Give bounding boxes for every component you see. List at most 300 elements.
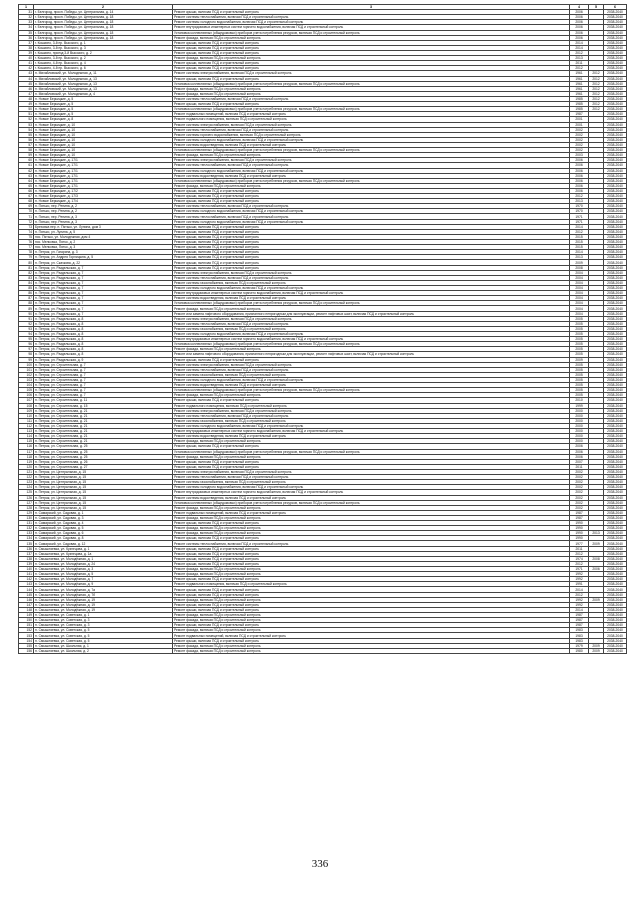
- table-cell: 2004: [570, 296, 589, 301]
- table-cell: 2038-2040: [604, 50, 627, 55]
- table-cell: 2005: [570, 377, 589, 382]
- table-cell: 2015: [570, 240, 589, 245]
- table-cell: п. Петрак, ул. Строительная, д. 25: [34, 444, 173, 449]
- table-cell: 2038-2040: [604, 357, 627, 362]
- table-cell: Установка коллективных (общедомовых) приборов учета потребления ресурсов, включая ПСД и строительный контроль: [173, 500, 570, 505]
- table-cell: Ремонт системы холодного водоснабжения, включая ПСД и строительный контроль: [173, 377, 570, 382]
- table-cell: 2006: [570, 30, 589, 35]
- table-cell: Ремонт фасада, включая ПСД и строительный контроль: [173, 567, 570, 572]
- table-cell: Ремонт системы электроснабжения, включая ПСД и строительный контроль: [173, 122, 570, 127]
- table-cell: 2038-2040: [604, 475, 627, 480]
- table-cell: 2038-2040: [604, 403, 627, 408]
- table-cell: 2038-2040: [604, 45, 627, 50]
- table-cell: 98: [19, 352, 34, 357]
- table-cell: 2038-2040: [604, 613, 627, 618]
- table-cell: Ремонт крыши, включая ПСД и строительный контроль: [173, 250, 570, 255]
- table-cell: 91: [19, 316, 34, 321]
- table-cell: 2038-2040: [604, 81, 627, 86]
- table-cell: Ремонт фасада, включая ПСД и строительный контроль: [173, 347, 570, 352]
- table-cell: п. Новые Беркицкие, д. 5: [34, 107, 173, 112]
- table-cell: п. Смышляевка, ул. Кузнецова, д. 1а: [34, 551, 173, 556]
- table-cell: 2038-2040: [604, 551, 627, 556]
- table-cell: 2038-2040: [604, 199, 627, 204]
- table-cell: 2013: [570, 56, 589, 61]
- table-cell: 2038-2040: [604, 265, 627, 270]
- table-cell: 41: [19, 61, 34, 66]
- table-cell: 53: [19, 122, 34, 127]
- table-cell: Ремонт крыши, включая ПСД и строительный контроль: [173, 224, 570, 229]
- table-cell: 2005: [570, 347, 589, 352]
- table-cell: Ремонт крыши, включая ПСД и строительный контроль: [173, 66, 570, 71]
- table-cell: Ремонт системы холодного водоснабжения, включая ПСД и строительный контроль: [173, 423, 570, 428]
- table-cell: Ремонт подвальных помещений, включая ПСД и строительный контроль: [173, 510, 570, 515]
- table-cell: 2038-2040: [604, 577, 627, 582]
- table-cell: 126: [19, 495, 34, 500]
- table-cell: п. Петрак, ул. Раздельская, д. 7: [34, 291, 173, 296]
- table-cell: п. Смышляевка, ул. Советская, д. 5: [34, 628, 173, 633]
- table-cell: п. Петрак, ул. Раздельская, д. 7: [34, 296, 173, 301]
- table-cell: п. Михайловский, ул. Молодежная, д. 13: [34, 81, 173, 86]
- table-cell: 139: [19, 561, 34, 566]
- table-cell: 2038-2040: [604, 40, 627, 45]
- table-cell: 1987: [570, 510, 589, 515]
- table-cell: 72: [19, 219, 34, 224]
- table-cell: 2038-2040: [604, 112, 627, 117]
- table-cell: 2005: [570, 326, 589, 331]
- table-cell: 2014: [570, 45, 589, 50]
- header-cell: 1: [19, 5, 34, 10]
- table-cell: 1961: [570, 76, 589, 81]
- table-cell: 45: [19, 81, 34, 86]
- table-cell: п. Петрак, ул. Строительная, д. 21: [34, 408, 173, 413]
- table-cell: 97: [19, 347, 34, 352]
- table-cell: 151: [19, 623, 34, 628]
- table-cell: 64: [19, 178, 34, 183]
- table-cell: Ремонт внутридомовых инженерных систем горячего водоснабжения, включая ПСД и строительный контроль: [173, 337, 570, 342]
- table-cell: 118: [19, 454, 34, 459]
- table-cell: Ремонт подвального помещения, включая ПСД и строительный контроль: [173, 582, 570, 587]
- table-cell: Ремонт фасада, включая ПСД и строительный контроль: [173, 648, 570, 653]
- table-cell: Бреховка пер. п. Пятько, ул. Лунина, дом 3: [34, 224, 173, 229]
- table-cell: Ремонт системы теплоснабжения, включая ПСД и строительный контроль: [173, 475, 570, 480]
- table-cell: Ремонт системы холодного водоснабжения, включая ПСД и строительный контроль: [173, 485, 570, 490]
- table-cell: п. Петрак, ул. Раздельская, д. 8: [34, 316, 173, 321]
- table-cell: 2038-2040: [604, 275, 627, 280]
- table-cell: 2038-2040: [604, 546, 627, 551]
- table-cell: 2014: [570, 607, 589, 612]
- table-cell: п. Петрак, ул. Центральная, д. 15: [34, 505, 173, 510]
- table-cell: 120: [19, 464, 34, 469]
- table-cell: 2038-2040: [604, 183, 627, 188]
- table-cell: п. Петрак, ул. Строительная, д. 7: [34, 383, 173, 388]
- table-cell: 81: [19, 265, 34, 270]
- table-cell: 2038-2040: [604, 643, 627, 648]
- table-cell: 2012: [570, 561, 589, 566]
- table-cell: Ремонт крыши, включая ПСД и строительный контроль: [173, 194, 570, 199]
- table-cell: 56: [19, 137, 34, 142]
- table-cell: 2006: [570, 168, 589, 173]
- table-cell: Ремонт фасада, включая ПСД и строительный контроль: [173, 86, 570, 91]
- table-cell: п. Петрак, ул. Строительная, д. 7: [34, 377, 173, 382]
- table-cell: 44: [19, 76, 34, 81]
- table-cell: 2038-2040: [604, 301, 627, 306]
- table-cell: 2012: [570, 592, 589, 597]
- table-cell: 2038-2040: [604, 372, 627, 377]
- table-cell: 2038-2040: [604, 572, 627, 577]
- table-cell: 2004: [570, 286, 589, 291]
- table-cell: Ремонт крыши, включая ПСД и строительный контроль: [173, 76, 570, 81]
- table-cell: 124: [19, 485, 34, 490]
- table-cell: 111: [19, 418, 34, 423]
- table-cell: 2006: [570, 163, 589, 168]
- table-cell: Ремонт системы газоснабжения, включая ПСД и строительный контроль: [173, 326, 570, 331]
- table-cell: г. Белгород, просп. Победы, ул. Центральная, д. 18: [34, 25, 173, 30]
- table-cell: 2013: [570, 255, 589, 260]
- table-cell: 101: [19, 367, 34, 372]
- table-cell: п. Петрак, ул. Раздельская, д. 8: [34, 347, 173, 352]
- table-cell: п. Смышляевка, ул. Молодёжная, д. 19: [34, 602, 173, 607]
- table-cell: 46: [19, 86, 34, 91]
- table-cell: Ремонт крыши, включая ПСД и строительный контроль: [173, 245, 570, 250]
- table-cell: Ремонт системы холодного водоснабжения, включая ПСД и строительный контроль: [173, 168, 570, 173]
- table-cell: 2038-2040: [604, 439, 627, 444]
- table-cell: 2038-2040: [604, 240, 627, 245]
- table-cell: 1990: [570, 526, 589, 531]
- table-cell: 2038-2040: [604, 567, 627, 572]
- table-cell: п. Смышляевка, ул. Молодёжная, д. 24: [34, 561, 173, 566]
- table-cell: 88: [19, 301, 34, 306]
- table-cell: 2005: [570, 332, 589, 337]
- table-cell: 2038-2040: [604, 383, 627, 388]
- table-cell: 2012: [570, 50, 589, 55]
- table-cell: 2038-2040: [604, 367, 627, 372]
- table-cell: Ремонт внутридомовых инженерных систем горячего водоснабжения, включая ПСД и строительный контроль: [173, 25, 570, 30]
- table-cell: 1961: [570, 86, 589, 91]
- table-cell: 57: [19, 142, 34, 147]
- table-cell: 107: [19, 398, 34, 403]
- table-cell: 2038-2040: [604, 587, 627, 592]
- table-cell: 49: [19, 102, 34, 107]
- table-cell: 2002: [570, 137, 589, 142]
- table-cell: 121: [19, 469, 34, 474]
- table-cell: 110: [19, 413, 34, 418]
- table-cell: 66: [19, 188, 34, 193]
- table-cell: 2038-2040: [604, 142, 627, 147]
- table-cell: г. Белгород, просп. Победы, ул. Центральная, д. 18: [34, 30, 173, 35]
- table-cell: 2038-2040: [604, 153, 627, 158]
- table-cell: г. Белгород, просп. Победы, ул. Центральная, д. 18: [34, 35, 173, 40]
- table-cell: 109: [19, 408, 34, 413]
- table-cell: п. Новые Беркицкие, д. 17/1: [34, 183, 173, 188]
- table-cell: 2038-2040: [604, 418, 627, 423]
- table-cell: Ремонт крыши, включая ПСД и строительный контроль: [173, 102, 570, 107]
- table-cell: п. Петрак, ул. Раздельская, д. 8: [34, 321, 173, 326]
- table-cell: 143: [19, 582, 34, 587]
- table-cell: 2038-2040: [604, 485, 627, 490]
- table-cell: 2038-2040: [604, 408, 627, 413]
- table-cell: 90: [19, 311, 34, 316]
- table-cell: 2038-2040: [604, 286, 627, 291]
- table-cell: Ремонт подвальных помещений, включая ПСД и строительный контроль: [173, 633, 570, 638]
- table-cell: 2038-2040: [604, 224, 627, 229]
- table-cell: 36: [19, 35, 34, 40]
- table-cell: Установка коллективных (общедомовых) приборов учета потребления ресурсов, включая ПСД и строительный контроль: [173, 388, 570, 393]
- table-cell: п. Новые Беркицкие, д. 10: [34, 127, 173, 132]
- table-cell: 2038-2040: [604, 229, 627, 234]
- table-cell: 2038-2040: [604, 582, 627, 587]
- table-cell: 1990: [570, 531, 589, 536]
- table-cell: п. Новые Беркицкие, д. 10: [34, 132, 173, 137]
- table-cell: 2038-2040: [604, 255, 627, 260]
- table-cell: 1985: [570, 96, 589, 101]
- table-cell: 39: [19, 50, 34, 55]
- table-cell: 2038-2040: [604, 648, 627, 653]
- table-cell: 2006: [570, 454, 589, 459]
- table-cell: Ремонт крыши, включая ПСД и строительный контроль: [173, 556, 570, 561]
- table-cell: п. Петрак, ул. Центральная, д. 15: [34, 480, 173, 485]
- table-cell: п. Смышляевка, ул. Молодёжная, д. 3: [34, 567, 173, 572]
- header-cell: 5: [589, 5, 604, 10]
- table-cell: п. Новые Беркицкие, д. 17/4: [34, 199, 173, 204]
- table-cell: 2012: [570, 551, 589, 556]
- table-cell: 2011: [570, 546, 589, 551]
- table-cell: п. Новые Беркицкие, д. 5: [34, 112, 173, 117]
- table-cell: г. Белгород, просп. Победы, ул. Центральная, д. 14: [34, 10, 173, 15]
- table-cell: 2009: [570, 357, 589, 362]
- table-cell: 129: [19, 510, 34, 515]
- table-cell: 32: [19, 15, 34, 20]
- table-cell: г. Кошкино, 3-й пр. Высокого, д. 3: [34, 45, 173, 50]
- table-cell: 2038-2040: [604, 35, 627, 40]
- table-cell: п. Петрак, ул. Строительная, д. 7: [34, 393, 173, 398]
- table-cell: 2038-2040: [604, 296, 627, 301]
- table-cell: 127: [19, 500, 34, 505]
- table-cell: Ремонт крыши, включая ПСД и строительный контроль: [173, 551, 570, 556]
- table-cell: 2006: [570, 178, 589, 183]
- table-cell: Ремонт системы холодного водоснабжения, включая ПСД и строительный контроль: [173, 209, 570, 214]
- table-cell: 2038-2040: [604, 188, 627, 193]
- table-cell: п. Смышляевка, ул. Молодёжная, д. 7: [34, 577, 173, 582]
- table-cell: Ремонт системы холодного водоснабжения, включая ПСД и строительный контроль: [173, 20, 570, 25]
- table-cell: Ремонт системы холодного водоснабжения, включая ПСД и строительный контроль: [173, 286, 570, 291]
- table-cell: п. Петрак, ул. Гагарина, д. 3: [34, 250, 173, 255]
- table-cell: 2004: [570, 275, 589, 280]
- table-cell: п. Петрак, ул. Раздельская, д. 7: [34, 311, 173, 316]
- table-cell: 2038-2040: [604, 623, 627, 628]
- table-cell: п. Новые Беркицкие, д. 5: [34, 96, 173, 101]
- table-cell: Ремонт крыши, включая ПСД и строительный контроль: [173, 577, 570, 582]
- table-cell: п. Новые Беркицкие, д. 10: [34, 122, 173, 127]
- table-cell: 93: [19, 326, 34, 331]
- table-cell: Ремонт крыши, включая ПСД и строительный контроль: [173, 464, 570, 469]
- table-cell: 2006: [570, 10, 589, 15]
- table-cell: п. Михайловский, ул. Молодежная, д. 11: [34, 71, 173, 76]
- table-cell: 2005: [570, 388, 589, 393]
- table-cell: Ремонт фасада, включая ПСД и строительный контроль: [173, 572, 570, 577]
- table-cell: Ремонт крыши, включая ПСД и строительный контроль: [173, 40, 570, 45]
- table-cell: Ремонт фасада, включая ПСД и строительный контроль: [173, 56, 570, 61]
- table-cell: Ремонт внутридомовых инженерных систем горячего водоснабжения, включая ПСД и строительный контроль: [173, 490, 570, 495]
- table-cell: 2014: [570, 587, 589, 592]
- table-cell: п. Петрак, ул. Строительная, д. 7: [34, 372, 173, 377]
- table-cell: 2038-2040: [604, 434, 627, 439]
- table-cell: 2038-2040: [604, 464, 627, 469]
- table-cell: 123: [19, 480, 34, 485]
- table-cell: 2004: [570, 291, 589, 296]
- table-cell: 2005: [570, 367, 589, 372]
- table-cell: 42: [19, 66, 34, 71]
- table-cell: п. Смышляевка, ул. Молодёжная, д. 7б: [34, 592, 173, 597]
- table-cell: п. Новые Беркицкие, д. 17/1: [34, 163, 173, 168]
- table-cell: 89: [19, 306, 34, 311]
- table-cell: Ремонт системы электроснабжения, включая ПСД и строительный контроль: [173, 316, 570, 321]
- table-cell: 2038-2040: [604, 521, 627, 526]
- table-cell: пос. Пятько, ул. Молодежная, дом 4: [34, 234, 173, 239]
- table-cell: п. Новые Беркицкие, д. 10: [34, 153, 173, 158]
- table-cell: 86: [19, 291, 34, 296]
- table-cell: 70: [19, 209, 34, 214]
- table-cell: 2038-2040: [604, 137, 627, 142]
- table-cell: Ремонт крыши, включая ПСД и строительный контроль: [173, 199, 570, 204]
- table-cell: п. Петрак, ул. Центральная, д. 15: [34, 500, 173, 505]
- table-cell: 117: [19, 449, 34, 454]
- table-cell: 103: [19, 377, 34, 382]
- page-number: 336: [311, 858, 329, 870]
- table-cell: 1992: [570, 577, 589, 582]
- table-cell: Ремонт внутридомовых инженерных систем горячего водоснабжения, включая ПСД и строительный контроль: [173, 429, 570, 434]
- table-cell: 2011: [570, 61, 589, 66]
- table-cell: 116: [19, 444, 34, 449]
- table-cell: 2001: [570, 117, 589, 122]
- table-cell: Ремонт подвального помещения, включая ПСД и строительный контроль: [173, 117, 570, 122]
- table-cell: 2038-2040: [604, 260, 627, 265]
- table-cell: Ремонт системы теплоснабжения, включая ПСД и строительный контроль: [173, 15, 570, 20]
- table-cell: п. Петрак, ул. Раздельская, д. 8: [34, 352, 173, 357]
- table-cell: 79: [19, 255, 34, 260]
- table-cell: 2038-2040: [604, 321, 627, 326]
- table-cell: 2038-2040: [604, 531, 627, 536]
- table-cell: 2003: [570, 153, 589, 158]
- table-cell: 2038-2040: [604, 209, 627, 214]
- table-cell: п. Петрак, ул. Раздельская, д. 9: [34, 357, 173, 362]
- table-cell: 2012: [589, 107, 604, 112]
- table-cell: 2002: [570, 475, 589, 480]
- table-cell: г. Белгород, просп. Победы, ул. Центральная, д. 18: [34, 20, 173, 25]
- table-cell: 2000: [570, 434, 589, 439]
- table-cell: 2005: [570, 393, 589, 398]
- table-cell: Ремонт системы электроснабжения, включая ПСД и строительный контроль: [173, 158, 570, 163]
- table-cell: 2038-2040: [604, 423, 627, 428]
- table-cell: 2038-2040: [604, 163, 627, 168]
- table-cell: 2002: [570, 495, 589, 500]
- table-cell: 2038-2040: [604, 214, 627, 219]
- table-cell: п. Смышляевка, ул. Школьная, д. 1: [34, 643, 173, 648]
- table-cell: 2038-2040: [604, 398, 627, 403]
- header-cell: 3: [173, 5, 570, 10]
- table-cell: 2038-2040: [604, 618, 627, 623]
- table-cell: 154: [19, 638, 34, 643]
- table-cell: 2038-2040: [604, 148, 627, 153]
- table-cell: п. Смышляевка, ул. Советская, д. 5: [34, 633, 173, 638]
- table-cell: п. Смышляевка, ул. Молодёжная, д. 7а: [34, 587, 173, 592]
- table-cell: г. Кошкино, 4-й пр. Высокого, д. 6: [34, 66, 173, 71]
- table-cell: Установка коллективных (общедомовых) приборов учета потребления ресурсов, включая ПСД и строительный контроль: [173, 81, 570, 86]
- table-cell: 2006: [589, 567, 604, 572]
- table-cell: 63: [19, 173, 34, 178]
- table-cell: 2002: [570, 485, 589, 490]
- table-cell: 2038-2040: [604, 219, 627, 224]
- table-cell: 2038-2040: [604, 117, 627, 122]
- table-cell: 146: [19, 597, 34, 602]
- table-cell: 135: [19, 541, 34, 546]
- table-cell: Ремонт фасада, включая ПСД и строительный контроль: [173, 628, 570, 633]
- table-cell: 2012: [589, 81, 604, 86]
- table-cell: 2038-2040: [604, 173, 627, 178]
- table-cell: 2012: [589, 96, 604, 101]
- table-cell: 2038-2040: [604, 127, 627, 132]
- table-cell: Ремонт крыши, включая ПСД и строительный контроль: [173, 607, 570, 612]
- table-cell: 2038-2040: [604, 480, 627, 485]
- table-cell: 2000: [570, 429, 589, 434]
- table-cell: Ремонт фасада, включая ПСД и строительный контроль: [173, 439, 570, 444]
- table-cell: Ремонт системы газоснабжения, включая ПСД и строительный контроль: [173, 480, 570, 485]
- table-cell: п. Петрак, ул. Раздельская, д. 8: [34, 337, 173, 342]
- table-cell: 71: [19, 214, 34, 219]
- table-cell: 2009: [589, 541, 604, 546]
- table-cell: Ремонт системы водоотведения, включая ПСД и строительный контроль: [173, 434, 570, 439]
- table-cell: 2004: [570, 311, 589, 316]
- table-cell: 2038-2040: [604, 122, 627, 127]
- table-cell: Ремонт системы теплоснабжения, включая ПСД и строительный контроль: [173, 163, 570, 168]
- table-cell: п. Новые Беркицкие, д. 17/1: [34, 168, 173, 173]
- table-cell: 102: [19, 372, 34, 377]
- table-cell: 2006: [570, 15, 589, 20]
- table-cell: 2009: [589, 643, 604, 648]
- table-cell: 1985: [570, 107, 589, 112]
- table-cell: 40: [19, 56, 34, 61]
- table-cell: 2038-2040: [604, 56, 627, 61]
- table-cell: п. Петрак, ул. Центральная, д. 15: [34, 495, 173, 500]
- table-cell: 108: [19, 403, 34, 408]
- table-cell: 148: [19, 607, 34, 612]
- table-cell: 2015: [570, 245, 589, 250]
- table-cell: п. Петрак, ул. Строительная, д. 11: [34, 398, 173, 403]
- table-cell: 80: [19, 260, 34, 265]
- table-cell: 2038-2040: [604, 500, 627, 505]
- table-cell: 2038-2040: [604, 326, 627, 331]
- table-cell: 2038-2040: [604, 536, 627, 541]
- table-cell: 96: [19, 342, 34, 347]
- table-cell: 1987: [570, 112, 589, 117]
- table-cell: 1990: [570, 536, 589, 541]
- table-cell: п. Новые Беркицкие, д. 10: [34, 142, 173, 147]
- table-cell: Ремонт или замена лифтового оборудования, признанного непригодным для эксплуатации, ремонт лифтовых шахт, включая ПСД и строительный контроль: [173, 352, 570, 357]
- table-cell: 2012: [570, 66, 589, 71]
- table-cell: 2038-2040: [604, 413, 627, 418]
- table-cell: 55: [19, 132, 34, 137]
- table-cell: Ремонт системы газоснабжения, включая ПСД и строительный контроль: [173, 372, 570, 377]
- table-cell: Ремонт крыши, включая ПСД и строительный контроль: [173, 536, 570, 541]
- table-cell: 2038-2040: [604, 459, 627, 464]
- table-cell: 2038-2040: [604, 291, 627, 296]
- table-cell: г. Кошкино, 3-й пр. Высокого, д. 2: [34, 56, 173, 61]
- table-cell: 122: [19, 475, 34, 480]
- table-cell: 77: [19, 245, 34, 250]
- table-cell: Установка коллективных (общедомовых) приборов учета потребления ресурсов, включая ПСД и строительный контроль: [173, 178, 570, 183]
- table-cell: Ремонт фасада, включая ПСД и строительный контроль: [173, 183, 570, 188]
- table-cell: 2007: [570, 459, 589, 464]
- table-cell: 2009: [589, 597, 604, 602]
